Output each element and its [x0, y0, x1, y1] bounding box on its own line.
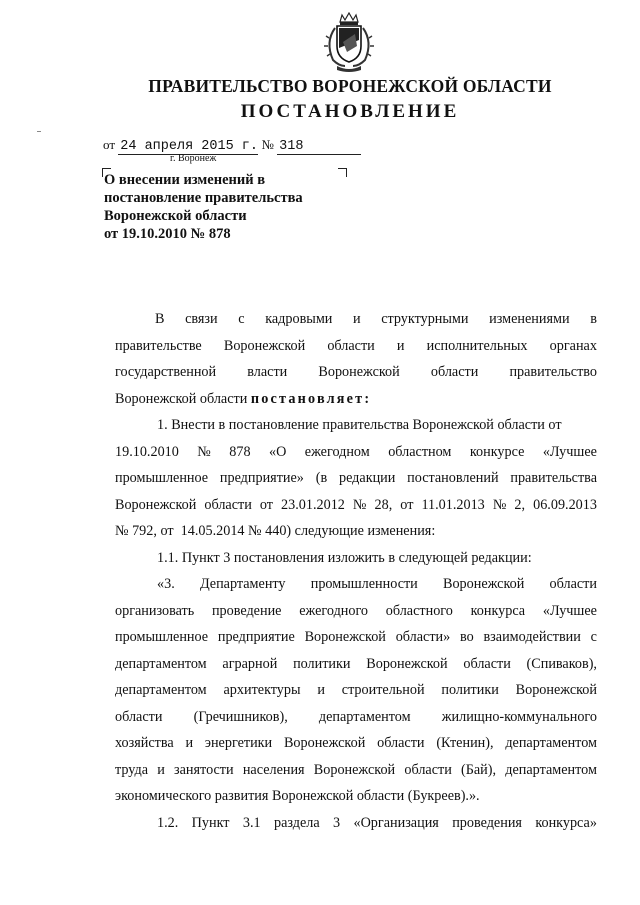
body-word: № [197, 443, 211, 460]
body-word: предприятие [217, 629, 295, 645]
body-word: проведение [211, 602, 282, 619]
body-word: конкурса [470, 602, 526, 619]
body-word: областном [388, 443, 452, 460]
body-word: департаментом [505, 735, 597, 751]
body-word: во [460, 629, 474, 645]
body-word: постановлений [407, 470, 499, 486]
body-word: области [404, 761, 452, 778]
margin-mark [37, 131, 41, 132]
body-word: строительной [341, 682, 425, 698]
body-word: жилищно-коммунального [441, 708, 597, 725]
body-word: конкурса» [535, 814, 597, 831]
body-word: предприятие» [219, 470, 304, 486]
body-word: исполнительных [426, 337, 528, 354]
body-line [115, 651, 597, 678]
body-word: аграрной [222, 655, 278, 672]
body-word: хозяйства [115, 735, 174, 751]
body-line: 1. Внести в постановление правительства Воронежской области от [157, 417, 562, 433]
body-word: и [396, 337, 405, 354]
body-word: редакции [338, 470, 396, 486]
body-word: № [492, 496, 507, 513]
body-word: области» [395, 629, 451, 645]
body-line [115, 704, 597, 731]
body-word: изменениями [489, 311, 570, 327]
body-word: области [204, 496, 252, 513]
body-line: экономического развития Воронежской области (Букреев).». [115, 788, 480, 804]
body-word: правительство [509, 364, 597, 380]
body-word: ежегодного [299, 602, 369, 619]
subject-line: постановление правительства [104, 190, 303, 206]
body-word: политики [293, 655, 351, 672]
body-word: области [115, 708, 163, 725]
body-word: Воронежской [515, 682, 597, 698]
body-word: «Лучшее [542, 443, 597, 460]
document-subject [104, 171, 344, 243]
body-word: 28, [374, 496, 393, 513]
body-word: и [157, 761, 165, 778]
body-line [115, 757, 597, 784]
coat-of-arms-icon [323, 12, 375, 74]
body-word: проведения [452, 814, 522, 831]
body-word: труда [115, 761, 148, 778]
body-word: от [259, 496, 273, 513]
body-line [115, 386, 597, 413]
subject-line: от 19.10.2010 № 878 [104, 226, 231, 242]
body-line [115, 333, 597, 360]
body-word: 2, [514, 496, 526, 513]
body-word: № [352, 496, 367, 513]
body-word: области [549, 576, 597, 592]
body-word: от [400, 496, 414, 513]
body-word: Воронежской [304, 629, 386, 645]
body-word: 06.09.2013 [533, 496, 597, 513]
body-word: В [155, 311, 165, 327]
body-word: департаментом [115, 655, 207, 672]
body-word: 3 [333, 814, 341, 831]
body-word: 1.2. [157, 814, 179, 831]
body-word: раздела [273, 814, 320, 831]
body-word: взаимодействии [483, 629, 581, 645]
organization-title: ПРАВИТЕЛЬСТВО ВОРОНЕЖСКОЙ ОБЛАСТИ [148, 76, 552, 96]
body-word: организовать [115, 602, 195, 619]
body-word: Воронежской [313, 761, 396, 778]
body-line [115, 624, 597, 651]
body-word: области [463, 655, 511, 672]
body-line [115, 598, 597, 625]
body-word: населения [242, 761, 305, 778]
body-word: правительства [510, 470, 597, 486]
body-word: Воронежской [223, 337, 306, 354]
body-word: власти [247, 364, 288, 380]
body-line [115, 492, 597, 519]
body-word: архитектуры [223, 682, 301, 698]
body-line [115, 810, 597, 837]
body-word: энергетики [204, 735, 273, 751]
body-word: департаментом [318, 708, 411, 725]
body-word: конкурсе [469, 443, 525, 460]
body-word: области [327, 337, 375, 354]
body-word: промышленности [310, 576, 418, 592]
document-date: 24 апреля 2015 г. [120, 139, 258, 154]
body-word: (Спиваков), [526, 655, 597, 672]
body-word: занятости [174, 761, 234, 778]
body-line [115, 465, 597, 492]
body-word: в [590, 311, 597, 327]
body-word: связи [185, 311, 218, 327]
body-word: кадровыми [265, 311, 333, 327]
resolution-keyword: постановляет: [250, 390, 372, 407]
body-line: № 792, от 14.05.2014 № 440) следующие изменения: [115, 523, 436, 539]
body-word: и [353, 311, 361, 327]
body-word: (Гречишников), [193, 708, 288, 725]
body-line [115, 677, 597, 704]
body-word: с [238, 311, 245, 327]
body-word: области [430, 364, 479, 380]
body-word: «3. [157, 576, 175, 592]
body-word: области [377, 735, 425, 751]
document-number: 318 [277, 139, 361, 155]
document-type-title: ПОСТАНОВЛЕНИЕ [240, 101, 460, 122]
body-word: Департаменту [199, 576, 286, 592]
body-word: департаментом [115, 682, 207, 698]
body-word: правительстве [115, 337, 202, 354]
body-word: промышленное [115, 470, 209, 486]
body-word: «Лучшее [542, 602, 597, 619]
body-word: и [185, 735, 194, 751]
body-word: (Бай), [461, 761, 497, 778]
body-word: Пункт [191, 814, 230, 831]
number-prefix: № [261, 137, 274, 152]
document-body [115, 306, 597, 836]
body-word: 23.01.2012 [281, 496, 345, 513]
document-date-number [103, 137, 361, 155]
body-word: политики [441, 682, 499, 698]
body-word: ежегодном [304, 443, 370, 460]
body-line [115, 306, 597, 333]
body-word: 19.10.2010 [115, 443, 179, 460]
subject-line: Воронежской области [104, 208, 247, 224]
body-word: Воронежской [318, 364, 400, 380]
body-word: промышленное [115, 629, 209, 645]
from-prefix: от [103, 137, 116, 152]
body-word: Воронежской [442, 576, 525, 592]
body-word: 878 [229, 443, 251, 460]
body-line [115, 730, 597, 757]
subject-line: О внесении изменений в [104, 172, 266, 188]
body-line: 1.1. Пункт 3 постановления изложить в следующей редакции: [157, 549, 532, 566]
body-word: (Ктенин), [436, 735, 494, 751]
body-word: «О [268, 443, 287, 460]
city-label: г. Воронеж [170, 153, 217, 164]
body-word: с [590, 629, 597, 645]
body-line [115, 571, 597, 598]
body-word: органах [549, 337, 597, 354]
body-word: структурными [381, 311, 469, 327]
body-line [115, 359, 597, 386]
body-word: департаментом [505, 761, 597, 778]
body-word: 3.1 [242, 814, 261, 831]
body-word: государственной [115, 364, 217, 380]
body-word: (в [315, 470, 328, 486]
body-word: «Организация [353, 814, 439, 831]
body-word: 11.01.2013 [421, 496, 485, 513]
body-word: Воронежской [366, 655, 448, 672]
body-word: Воронежской [115, 496, 197, 513]
body-word: Воронежской [283, 735, 366, 751]
body-word: и [317, 682, 325, 698]
body-text: Воронежской области [115, 390, 248, 407]
body-word: областного [385, 602, 453, 619]
body-line [115, 439, 597, 466]
